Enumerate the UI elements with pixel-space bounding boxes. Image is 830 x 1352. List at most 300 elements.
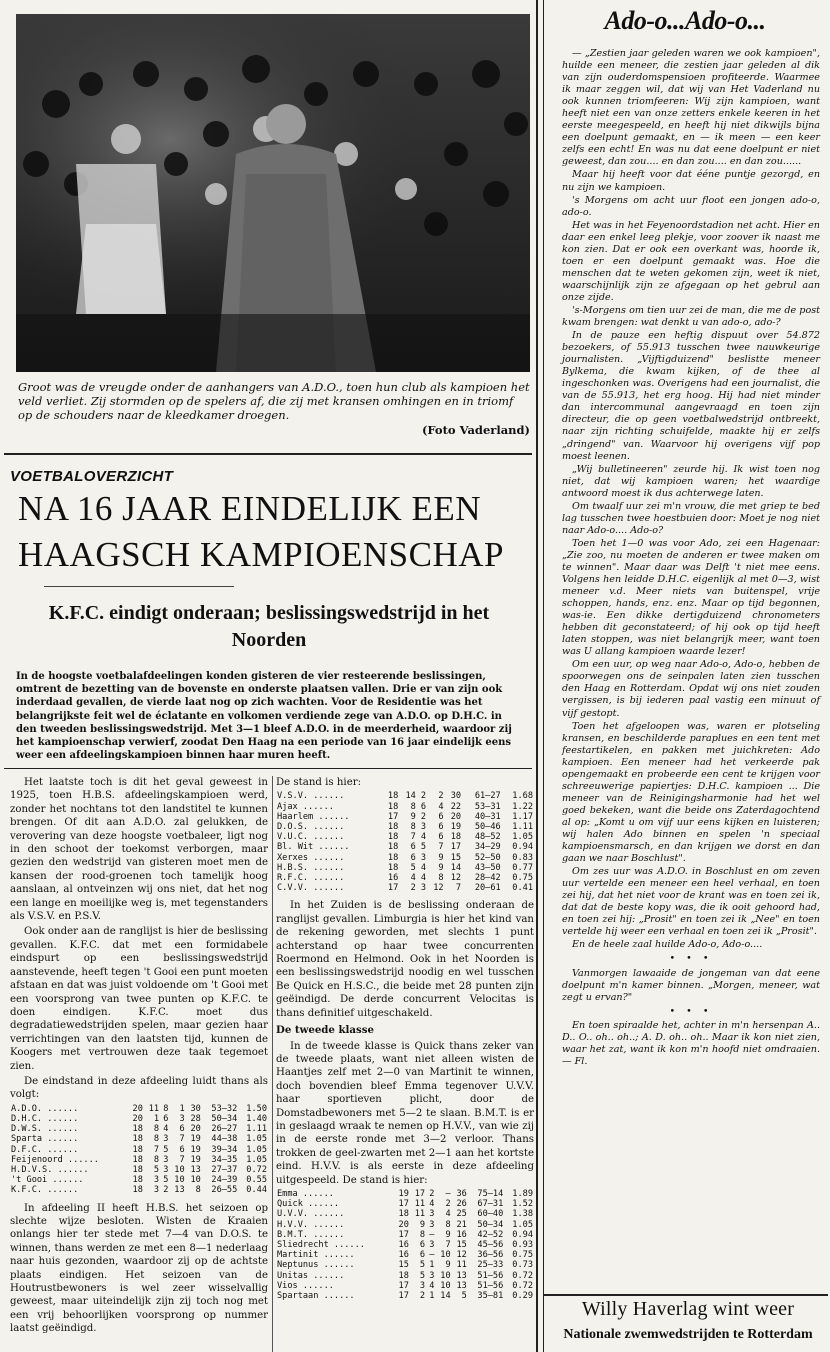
paragraph: In afdeeling II heeft H.B.S. het seizoen op slechte wijze besloten. Wisten de Kraaien onlangs hier ter stede met 7—4 van D.O.S. te winnen, thans werden ze met een 8—1 nederlaag naar huis gezonden, waardoor zij op de achtste plaats eindigen. Het seizoen van de Houtrustbewoners is wel zeer wisselvallig geweest, maar uiteindelijk zijn zij toch nog met een vrij behoorlijken voorsprong op nummer laatst geëindigd. (10, 1202, 268, 1335)
table-cell: 0.72 (512, 1280, 533, 1291)
table-cell: 1.40 (246, 1113, 267, 1124)
table-cell: 17 (387, 811, 399, 822)
table-cell: 1.05 (246, 1144, 267, 1155)
table-cell: 6 (419, 1250, 426, 1261)
table-cell: 7 (445, 1239, 451, 1250)
table-cell: 18 (398, 1270, 409, 1281)
table-cell: 1.05 (246, 1134, 267, 1145)
table-cell: 19 (190, 1154, 201, 1165)
team-name: Unitas ...... (277, 1270, 345, 1281)
table-cell: 11 (414, 1199, 426, 1210)
table-cell: 9 (445, 1229, 451, 1240)
table-cell: 19 (190, 1144, 201, 1155)
photo-credit: (Foto Vaderland) (421, 422, 530, 437)
table-cell: 6 (163, 1113, 169, 1124)
table-cell: 8 (410, 801, 416, 812)
team-name: Vios ...... (277, 1280, 334, 1291)
table-cell: 34—35 (211, 1154, 238, 1165)
table-cell: 28—42 (474, 873, 501, 884)
table-row (276, 883, 534, 893)
table-cell: 13 (456, 1270, 467, 1281)
table-cell: 18 (387, 822, 399, 833)
table-row (276, 822, 534, 832)
table-cell: 3 (153, 1185, 160, 1196)
table-cell: 36 (456, 1188, 467, 1199)
table-cell: 4 (163, 1124, 169, 1135)
table-cell: 3 (420, 822, 427, 833)
team-name: Bl. Wit ...... (277, 842, 350, 853)
table-cell: 53—31 (474, 801, 501, 812)
table-row (276, 1209, 534, 1219)
column-paragraph: En toen spiraalde het, achter in m'n hersenpan A.. D.. O.. oh.. oh..; A. D. oh.. oh.. Maar ik kon niet zien, waar het zat, want ik kon m'n hoofd niet omdraaien. — Fl. (562, 1019, 820, 1067)
table-cell: 0.83 (512, 852, 533, 863)
table-cell: 18 (387, 852, 399, 863)
table-cell: 7 (455, 883, 462, 894)
table-cell: 10 (440, 1270, 451, 1281)
team-name: R.F.C. ...... (277, 873, 345, 884)
table-row (276, 1189, 534, 1199)
table-cell: 4 (420, 832, 427, 843)
table-row (276, 832, 534, 842)
table-row (276, 791, 534, 801)
table-cell: 13 (190, 1164, 201, 1175)
table-cell: 3 (420, 883, 427, 894)
table-cell: 48—52 (474, 832, 501, 843)
table-cell: 61—27 (474, 791, 501, 802)
table-cell: 12 (433, 883, 444, 894)
table-cell: 75—14 (477, 1188, 504, 1199)
table-cell: 5 (163, 1144, 169, 1155)
table-cell: 14 (450, 862, 462, 873)
table-cell: 6 (419, 1239, 426, 1250)
table-cell: 11 (456, 1260, 467, 1271)
table-cell: 3 (420, 852, 427, 863)
table-cell: 8 (419, 1229, 426, 1240)
table-cell: 3 (429, 1209, 435, 1220)
table-cell: 3 (419, 1280, 426, 1291)
team-name: H.D.V.S. ...... (11, 1164, 89, 1175)
team-name: D.F.C. ...... (11, 1144, 79, 1155)
table-cell: 36—56 (477, 1250, 504, 1261)
table-cell: 35—81 (477, 1291, 504, 1301)
column-paragraph: Om een uur, op weg naar Ado-o, Ado-o, hebben de spoorwegen ons de seinpalen laten zien tusschen den Haag en Rotterdam. Opdat wij ons niet zouden vergissen, is bij iederen paal vastig een minuut of vijf gestopt. (562, 659, 820, 719)
table-row (276, 1281, 534, 1291)
table-cell: 17 (398, 1280, 409, 1291)
right-column (540, 0, 830, 1352)
team-name: Sliedrecht ...... (277, 1239, 365, 1250)
table-cell: 17 (387, 883, 399, 894)
divider (4, 453, 532, 455)
photo-caption (18, 380, 530, 437)
table-cell: 21 (456, 1219, 467, 1230)
table-cell: 15 (398, 1260, 409, 1271)
column-paragraph: En de heele zaal huilde Ado-o, Ado-o.... (572, 939, 763, 951)
table-cell: 11 (148, 1103, 160, 1114)
table-cell: 18 (132, 1175, 143, 1186)
table-cell: 1 (429, 1260, 435, 1271)
table-cell: 8 (153, 1134, 160, 1145)
table-row (276, 1199, 534, 1209)
table-cell: 67—31 (477, 1199, 504, 1210)
table-cell: 18 (132, 1185, 143, 1196)
table-cell: 9 (438, 862, 444, 873)
table-cell: 16 (398, 1239, 409, 1250)
table-cell: 2 (410, 883, 416, 894)
table-cell: 18 (387, 801, 399, 812)
table-cell: 45—56 (477, 1239, 504, 1250)
column-paragraph: In de pauze een heftig dispuut over 54.872 bezoekers, of 55.913 tusschen twee nauwkeurige journalisten. „Vijftigduizend" beslistte meneer Bylkema, die kwam kijken, of de thee al ingeschonken was. Overigens had een journalist, die van de 55.913, het erg hoog. Hij had niet minder dan intercommunal aangevraagd en toen zijn directeur, die op geen voetbalwedstrijd ontbreekt, naar zijn richting schuifelde, maakte hij er zelfs „dringend" van. Waarvoor hij overigens vijf pop moest leenen. (562, 330, 820, 462)
table-cell: 18 (387, 842, 399, 853)
table-cell: 1.22 (512, 801, 533, 812)
table-cell: 10 (174, 1164, 185, 1175)
table-row (276, 863, 534, 873)
table-cell: 17 (398, 1291, 409, 1301)
table-cell: 24—39 (211, 1175, 238, 1186)
table-cell: 0.93 (512, 1239, 533, 1250)
table-cell: 0.94 (512, 1229, 533, 1240)
table-cell: 18 (387, 791, 399, 802)
photo-image (16, 14, 530, 372)
column-paragraph: Toen het afgeloopen was, waren er plotseling kransen, en beschilderde paraplues en een tent met feestartikelen, en pakken met juichkreten: Ado kampioen. Een meneer had het verkeerde pak opengemaakt en probeerde een cent te krijgen voor schreeuwerige papiertjes: D.H.C. kampioen ... Die meneer van de Reinigingsharmonie had het wel goed bekeken, want die beide ons Zaterdagochtend al op: „Komt u om vijf uur eens kijken en luisteren; wij halen Ado binnen en spelen 'n speciaal kampioensmarsch, en dan krijgen we dorst en dan gaan we naar Boschlust". (562, 720, 820, 865)
table-cell: 18 (132, 1124, 143, 1135)
column-paragraph: Vanmorgen lawaaide de jongeman van dat eene doelpunt m'n kamer binnen. „Morgen, meneer, wat zegt u ervan?" (562, 967, 820, 1003)
left-column (4, 0, 532, 1352)
table-cell: 1.17 (512, 811, 533, 822)
table-cell: 5 (163, 1175, 169, 1186)
table-cell: 3 (163, 1134, 169, 1145)
column-text (562, 48, 820, 1069)
table-cell: 0.75 (512, 1250, 533, 1261)
team-name: C.V.V. ...... (277, 883, 345, 894)
team-name: V.U.C. ...... (277, 832, 345, 843)
table-cell: 16 (456, 1229, 467, 1240)
team-name: Feijenoord ...... (11, 1154, 99, 1165)
table-cell: 5 (153, 1164, 160, 1175)
table-cell: 5 (419, 1270, 426, 1281)
team-name: D.O.S. ...... (277, 822, 345, 833)
table-cell: 3 (429, 1239, 435, 1250)
table-cell: 19 (398, 1188, 409, 1199)
table-cell: — (429, 1250, 435, 1261)
table-cell: 0.77 (512, 862, 533, 873)
table-cell: 20 (398, 1219, 409, 1230)
table-cell: 1.11 (512, 822, 533, 833)
table-cell: 28 (190, 1113, 201, 1124)
table-cell: 18 (387, 832, 399, 843)
column-paragraph: Het was in het Feyenoordstadion net acht. Hier en daar een enkel leeg plekje, voor zoover ik naast me kon zien. Dat er ook een overkant was, hoorde ik, toen er een doelpunt gemaakt was. Hoe die menschen dat te weten gekomen zijn, weet ik niet, waarschijnlijk zijn ze afgegaan op het gebrul aan onze zijde. (562, 219, 820, 303)
table-cell: — (429, 1229, 435, 1240)
next-headline: Willy Haverlag wint weer (581, 1298, 795, 1320)
team-name: Spartaan ...... (277, 1291, 355, 1301)
table-cell: 14 (440, 1291, 451, 1301)
team-name: B.M.T. ...... (277, 1229, 345, 1240)
table-cell: 50—34 (477, 1219, 504, 1230)
table-cell: 1.05 (512, 1219, 533, 1230)
table-row (276, 1250, 534, 1260)
table-row (10, 1175, 268, 1185)
table-cell: 14 (405, 791, 416, 802)
table-row (10, 1124, 268, 1134)
table-cell: 18 (398, 1209, 409, 1220)
table-cell: 6 (410, 852, 416, 863)
table-cell: 3 (429, 1219, 435, 1230)
table-cell: 17 (414, 1188, 426, 1199)
table-cell: 52—50 (474, 852, 501, 863)
table-cell: 0.44 (246, 1185, 267, 1196)
table-cell: 9 (445, 1260, 451, 1271)
paragraph: De eindstand in deze afdeeling luidt thans als volgt: (10, 1075, 268, 1101)
table-cell: 6 (179, 1144, 185, 1155)
table-cell: 2 (420, 791, 427, 802)
table-cell: — (445, 1188, 451, 1199)
table-cell: 26—55 (211, 1185, 238, 1196)
table-cell: 8 (410, 822, 416, 833)
table-cell: 20 (132, 1103, 143, 1114)
column-paragraph: Toen het 1—0 was voor Ado, zei een Hagenaar: „Zie zoo, nu moeten de anderen er twee maken om te winnen". Maar daar was Delft 't niet mee eens. Volgens hen leidde D.H.C. eigenlijk al met 0—3, wist meneer v.d. Meer niets van buitenspel, vrije schoppen, hands, enz. enz. Maar op tijd begonnen, was-ie. Een dikke dertigduizend chronometers hebben dit geconstateerd; of hij ook op tijd heeft laten stoppen, was niet belangrijk meer, want toen was U allang kampioen waarde lezer! (562, 537, 820, 658)
table-cell: 7 (153, 1144, 160, 1155)
table-row (276, 853, 534, 863)
crowd-photo (16, 14, 530, 372)
column-paragraph: Om twaalf uur zei m'n vrouw, die met griep te bed lag tusschen twee hoestbuien door: Moet je nog niet naar Ado-o.... Ado-o? (562, 500, 820, 536)
standings-table (276, 791, 534, 893)
table-row (276, 1240, 534, 1250)
table-cell: 18 (132, 1144, 143, 1155)
table-cell: 3 (153, 1175, 160, 1186)
next-subheadline: Nationale zwemwedstrijden te Rotterdam (563, 1327, 813, 1342)
team-name: H.B.S. ...... (277, 862, 345, 873)
table-cell: 7 (410, 832, 416, 843)
table-row (276, 812, 534, 822)
team-name: Quick ...... (277, 1199, 340, 1210)
team-name: Xerxes ...... (277, 852, 345, 863)
table-cell: 5 (419, 1260, 426, 1271)
table-cell: 20 (450, 811, 462, 822)
table-cell: 2 (419, 1291, 426, 1301)
section-label: VOETBALOVERZICHT (10, 468, 174, 485)
table-cell: 50—34 (211, 1113, 238, 1124)
team-name: Haarlem ...... (277, 811, 350, 822)
table-cell: 2 (445, 1199, 451, 1210)
table-cell: 3 (179, 1113, 185, 1124)
table-cell: 8 (445, 1219, 451, 1230)
table-cell: 50—46 (474, 822, 501, 833)
table-row (276, 1291, 534, 1301)
column-paragraph: 's Morgens om acht uur floot een jongen ado-o, ado-o. (562, 194, 820, 218)
table-cell: 6 (410, 842, 416, 853)
table-cell: 1.89 (512, 1188, 533, 1199)
paragraph: In de tweede klasse is Quick thans zeker van de tweede plaats, want niet alleen wisten de Haantjes zelf met 2—0 van Martinit te winnen, doch bovendien bleef Emma tegenover U.V.V. haar sportieven plicht, door de Domstadbewoners met 5—2 te slaan. B.M.T. is er in geslaagd wraak te nemen op H.V.V., van wie zij in de eerste ronde met 3—2 verloor. Thans trokken de geel-zwarten met 2—1 aan het kortste eind. H.V.V. is als eerste in deze afdeeling uitgespeeld. De stand is hier: (276, 1040, 534, 1186)
table-cell: 4 (429, 1199, 435, 1210)
article-column-a (10, 776, 268, 1338)
table-cell: 0.41 (512, 883, 533, 894)
table-cell: 12 (450, 873, 462, 884)
lead-paragraph: In de hoogste voetbalafdeelingen konden gisteren de vier resteerende beslissingen, omtrent de bezetting van de bovenste en onderste plaatsen vallen. Drie er van zijn ook inderdaad gevallen, de vierde laat nog op zich wachten. Voor de Residentie was het belangrijkste feit wel de éclatante en volkomen verdiende zege van A.D.O. op D.H.C. in den tweeden beslissingswedstrijd. Met 3—1 bleef A.D.O. in de meerderheid, waardoor zij het kampioenschap verwierf, zoodat Den Haag na een periode van 16 jaar eindelijk eens weer een afdeelingskampioen binnen haar muren heeft. (16, 671, 512, 762)
team-name: D.W.S. ...... (11, 1124, 79, 1135)
table-cell: 15 (456, 1239, 467, 1250)
caption-text: Groot was de vreugde onder de aanhangers van A.D.O., toen hun club als kampioen het veld verliet. Zij stormden op de spelers af, die zij met kransen omhingen en in triomf op de schouders naar de kleedkamer droegen. (18, 380, 530, 423)
table-row (10, 1165, 268, 1175)
table-cell: 8 (153, 1154, 160, 1165)
table-row (276, 1230, 534, 1240)
table-cell: 43—50 (474, 862, 501, 873)
table-cell: 19 (450, 822, 462, 833)
subsection-title: De tweede klasse (276, 1024, 374, 1037)
table-cell: 16 (387, 873, 399, 884)
team-name: V.S.V. ...... (277, 791, 345, 802)
table-cell: 6 (179, 1124, 185, 1135)
table-cell: 4 (420, 862, 427, 873)
table-cell: 9 (410, 811, 416, 822)
table-cell: 18 (450, 832, 462, 843)
table-cell: 8 (153, 1124, 160, 1135)
table-cell: 1.05 (512, 832, 533, 843)
table-cell: 34—29 (474, 842, 501, 853)
table-row (276, 1271, 534, 1281)
table-cell: 4 (420, 873, 427, 884)
table-cell: 8 (163, 1103, 169, 1114)
table-cell: 10 (440, 1280, 451, 1291)
table-cell: 17 (450, 842, 462, 853)
table-cell: 18 (132, 1164, 143, 1175)
team-name: 't Gooi ...... (11, 1175, 84, 1186)
table-cell: 1 (429, 1291, 435, 1301)
table-cell: 60—40 (477, 1209, 504, 1220)
table-row (276, 842, 534, 852)
table-cell: 4 (410, 873, 416, 884)
article-column-b (276, 776, 534, 1307)
table-cell: 42—52 (477, 1229, 504, 1240)
table-cell: 0.72 (512, 1270, 533, 1281)
table-cell: 51—56 (477, 1270, 504, 1281)
paragraph: In het Zuiden is de beslissing onderaan de ranglijst gevallen. Limburgia is hier het kind van de rekening geworden, met slechts 1 punt achterstand op haar twee concurrenten Roermond en Helmond. Ook in het Noorden is een beslissingswedstrijd noodig en wel tusschen Be Quick en H.S.C., die beide met 28 punten zijn geëindigd. De derde concurrent Velocitas is thans definitief uitgeschakeld. (276, 900, 534, 1019)
table-cell: 0.72 (246, 1164, 267, 1175)
table-cell: 12 (456, 1250, 467, 1261)
table-row (276, 802, 534, 812)
table-cell: 13 (174, 1185, 185, 1196)
table-cell: 1.11 (246, 1124, 267, 1135)
table-cell: 18 (132, 1154, 143, 1165)
column-paragraph: 's-Morgens om tien uur zei de man, die me de post kwam brengen: wat denkt u van ado-o, ado-? (562, 304, 820, 329)
column-paragraph: Om zes uur was A.D.O. in Boschlust en om zeven uur vertelde een meneer een heel verhaal, en toen zei hij, dat het niet voor de krant was en toen zei ik, dat dat de beste kopy was, die ik ooit gehoord had, en toen zei hij: „Prosit" en toen zei ik „Nee" en toen vertelde hij weer een verhaal en toen zei ik „Prosit". (562, 866, 820, 938)
column-rule (272, 776, 273, 1352)
subheadline: K.F.C. eindigt onderaan; beslissingswedstrijd in het Noorden (48, 602, 490, 651)
table-cell: 7 (179, 1134, 185, 1145)
table-cell: 3 (429, 1270, 435, 1281)
column-title: Ado-o...Ado-o... (604, 6, 766, 35)
table-cell: 20 (190, 1124, 201, 1135)
team-name: A.D.O. ...... (11, 1103, 79, 1114)
table-row (10, 1185, 268, 1195)
table-cell: 44—38 (211, 1134, 238, 1145)
table-cell: 26 (456, 1199, 467, 1210)
table-cell: 4 (445, 1209, 451, 1220)
table-row (276, 1220, 534, 1230)
table-cell: 18 (387, 862, 399, 873)
headline: NA 16 JAAR EINDELIJK EEN HAAGSCH KAMPIOENSCHAP (18, 489, 504, 574)
table-cell: 9 (419, 1219, 426, 1230)
table-cell: 8 (438, 873, 444, 884)
team-name: Sparta ...... (11, 1134, 79, 1145)
table-cell: 30 (450, 791, 462, 802)
column-paragraph: — „Zestien jaar geleden waren we ook kampioen", huilde een meneer, die zestien jaar geleden al dik van zijn ouderdomspensioen profiteerde. Waarmee ik maar zeggen wil, dat wij van Het Vaderland nu ook kunnen triomfeeren: Wij zijn kampioen, want heeft niet een van onze zetters enkele keeren in het eerste meegespeeld, en heeft hij niet dikwijls bijna een doelpunt gemaakt, en — ik meen — een keer zelfs een echt! En was nu dat eene doelpunt er niet geweest, dan zou.... en dan zou.... en dan zou...... (562, 48, 820, 168)
table-cell: 6 (438, 811, 444, 822)
table-cell: 16 (398, 1250, 409, 1261)
table-cell: 6 (420, 801, 427, 812)
table-cell: 2 (420, 811, 427, 822)
lead-divider (4, 768, 532, 769)
table-cell: 1.52 (512, 1199, 533, 1210)
table-cell: 1.38 (512, 1209, 533, 1220)
team-name: Emma ...... (277, 1188, 334, 1199)
table-cell: 2 (163, 1185, 169, 1196)
team-name: K.F.C. ...... (11, 1185, 79, 1196)
table-row (10, 1114, 268, 1124)
table-cell: 17 (398, 1229, 409, 1240)
table-cell: 3 (163, 1154, 169, 1165)
table-cell: 25—33 (477, 1260, 504, 1271)
table-cell: 25 (456, 1209, 467, 1220)
table-cell: 8 (195, 1185, 201, 1196)
table-cell: 1.05 (246, 1154, 267, 1165)
table-cell: 7 (179, 1154, 185, 1165)
table-cell: 15 (450, 852, 462, 863)
team-name: D.H.C. ...... (11, 1113, 79, 1124)
table-cell: 39—34 (211, 1144, 238, 1155)
table-cell: 26—27 (211, 1124, 238, 1135)
paragraph: De stand is hier: (276, 777, 362, 788)
separator-stars: • • • (669, 953, 713, 965)
table-cell: 0.29 (512, 1291, 533, 1301)
table-cell: 2 (438, 791, 444, 802)
team-name: U.V.V. ...... (277, 1209, 345, 1220)
table-cell: 0.75 (512, 873, 533, 884)
table-cell: 7 (438, 842, 444, 853)
table-cell: 30 (190, 1103, 201, 1114)
table-cell: 40—31 (474, 811, 501, 822)
separator-stars: • • • (669, 1005, 713, 1017)
standings-table (10, 1104, 268, 1196)
table-cell: 1 (179, 1103, 185, 1114)
table-cell: 9 (438, 852, 444, 863)
table-cell: 6 (438, 822, 444, 833)
table-row (10, 1155, 268, 1165)
table-row (10, 1145, 268, 1155)
table-cell: 53—32 (211, 1103, 238, 1114)
standings-table (276, 1189, 534, 1301)
team-name: Neptunus ...... (277, 1260, 355, 1271)
page-rule (536, 0, 538, 1352)
column-paragraph: Maar hij heeft voor dat ééne puntje gezorgd, en nu zijn we kampioen. (562, 169, 820, 193)
table-cell: 22 (450, 801, 462, 812)
table-cell: 5 (461, 1291, 467, 1301)
paragraph: Ook onder aan de ranglijst is hier de beslissing gevallen. K.F.C. dat met een formidabele eindspurt op een beslissingswedstrijd aanstevende, heeft tegen 't Gooi een punt moeten afstaan en dat was juist voldoende om 't Gooi met een voorsprong van twee punten op K.F.C. te doen eindigen. K.F.C. moet dus degradatiewedstrijden spelen, maar gezien haar verrichtingen van den laatsten tijd, kunnen de Koogers met vertrouwen deze taak tegemoet zien. (10, 926, 269, 1072)
table-cell: 0.73 (512, 1260, 533, 1271)
table-cell: 11 (414, 1209, 426, 1220)
table-cell: 1.50 (246, 1103, 267, 1114)
paragraph: Het laatste toch is dit het geval geweest in 1925, toen H.B.S. afdeelingskampioen werd, zonder het nochtans tot den landstitel te kunnen brengen. Of dit aan A.D.O. zal gelukken, de verovering van deze hoogste voetbaleer, ligt nog in den schoot der toekomst verborgen, maar gezien den wedstrijd van gisteren moet men de kansen der rood-groenen toch tamelijk hoog aanslaan, al ontveinzen wij ons niet, dat het nog een lange en moeilijke weg is, met tegenstanders als V.S.V. en P.S.V. (10, 777, 268, 923)
table-cell: 2 (429, 1188, 435, 1199)
table-cell: 13 (456, 1280, 467, 1291)
table-cell: 1 (153, 1113, 160, 1124)
table-cell: 4 (438, 801, 444, 812)
column-paragraph: „Wij bulletineeren" zeurde hij. Ik wist toen nog niet, dat wij kampioen waren; het waardige antwoord moest ik dus achterwege laten. (562, 463, 820, 499)
table-cell: 17 (398, 1199, 409, 1210)
table-cell: 1.68 (512, 791, 533, 802)
team-name: H.V.V. ...... (277, 1219, 345, 1230)
table-row (10, 1104, 268, 1114)
table-cell: 10 (190, 1175, 201, 1186)
table-cell: 20—61 (474, 883, 501, 894)
